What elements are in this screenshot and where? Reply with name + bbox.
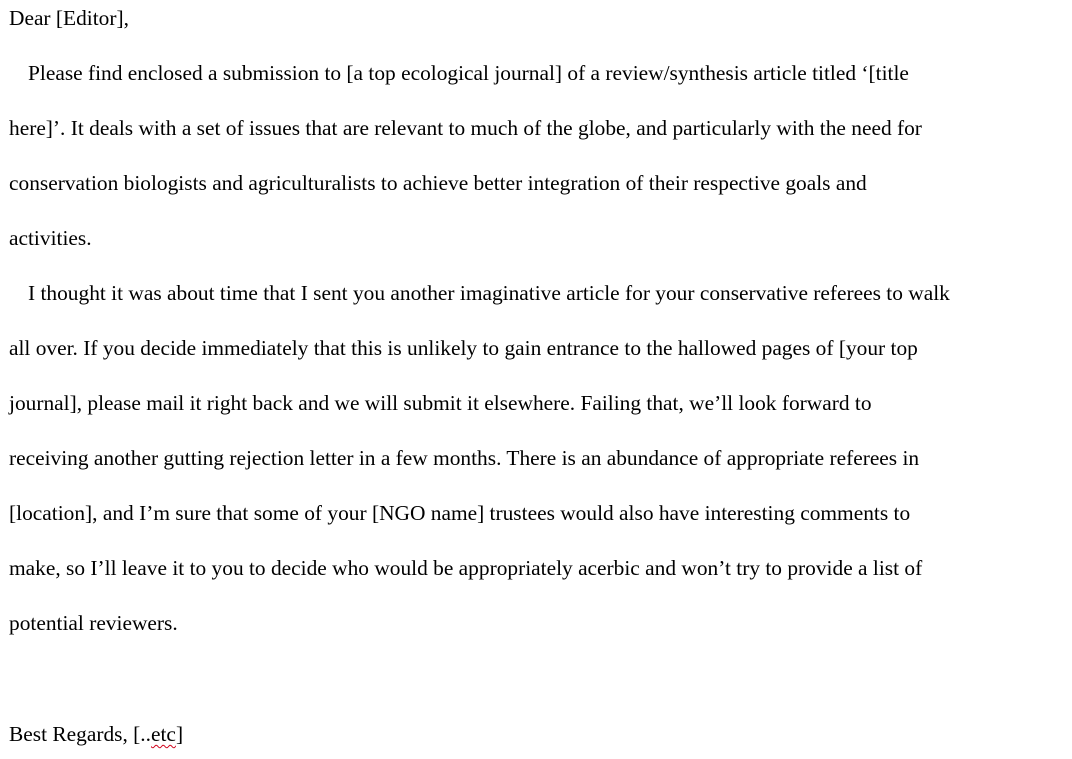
paragraph-2-line-4: receiving another gutting rejection letter in a few months. There is an abundance of appropriate referees in [9, 446, 920, 470]
paragraph-2-line-7: potential reviewers. [9, 611, 178, 635]
closing-prefix: Best Regards, [.. [9, 722, 151, 746]
salutation-line: Dear [Editor], [9, 6, 129, 30]
spellcheck-flagged-word[interactable]: etc [151, 722, 176, 746]
paragraph-1-line-1: Please find enclosed a submission to [a top ecological journal] of a review/synthesis article titled ‘[title [28, 61, 909, 85]
paragraph-1-line-4: activities. [9, 226, 92, 250]
paragraph-2-line-3: journal], please mail it right back and we will submit it elsewhere. Failing that, we’ll look forward to [9, 391, 872, 415]
paragraph-1-line-2: here]’. It deals with a set of issues that are relevant to much of the globe, and particularly with the need for [9, 116, 922, 140]
paragraph-1-line-3: conservation biologists and agriculturalists to achieve better integration of their respective goals and [9, 171, 867, 195]
closing-line [9, 719, 183, 749]
paragraph-2-line-1: I thought it was about time that I sent you another imaginative article for your conservative referees to walk [28, 281, 950, 305]
paragraph-2-line-2: all over. If you decide immediately that this is unlikely to gain entrance to the hallowed pages of [your top [9, 336, 918, 360]
paragraph-2-line-5: [location], and I’m sure that some of your [NGO name] trustees would also have interesting comments to [9, 501, 911, 525]
closing-suffix: ] [175, 722, 184, 746]
paragraph-2-line-6: make, so I’ll leave it to you to decide who would be appropriately acerbic and won’t try to provide a list of [9, 556, 923, 580]
